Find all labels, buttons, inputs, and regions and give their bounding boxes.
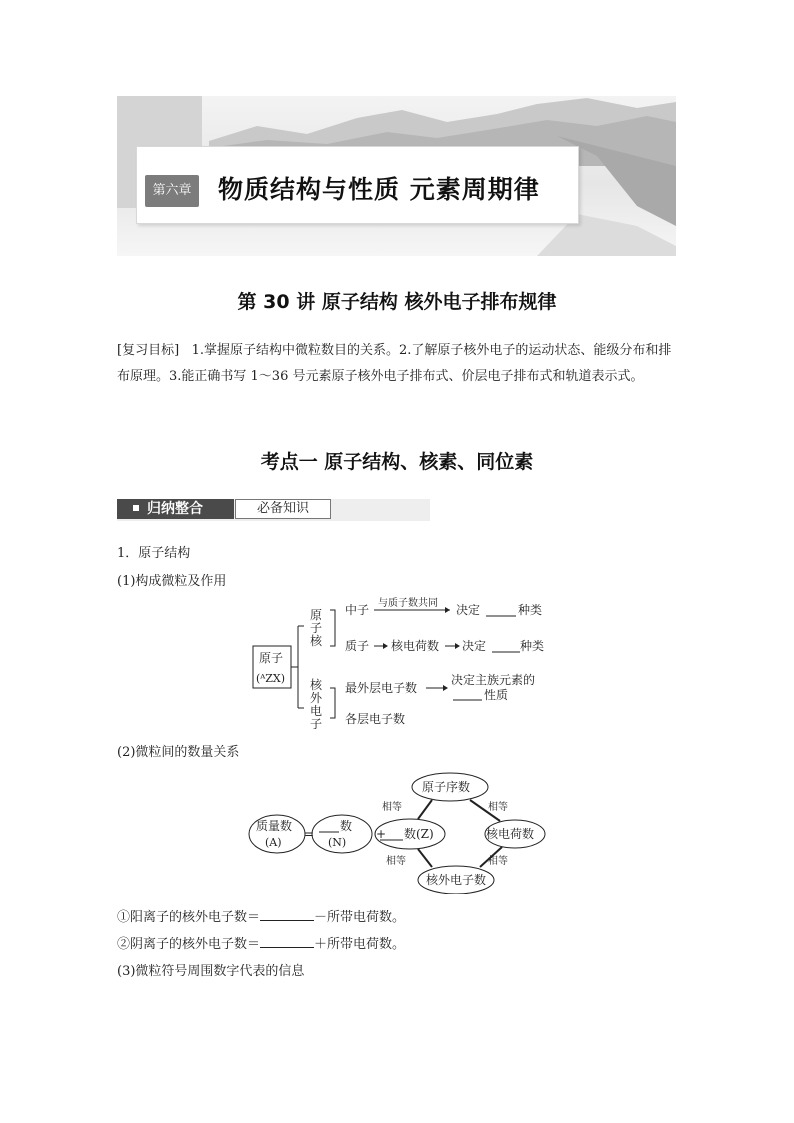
kind-label-2: 种类 <box>520 639 545 653</box>
square-bullet-icon <box>133 505 139 511</box>
layer-electrons-label: 各层电子数 <box>345 712 406 726</box>
decide-label-1: 决定 <box>456 603 481 617</box>
neutron-number-symbol: (N) <box>328 836 347 849</box>
section-tag-dark-label: 归纳整合 <box>147 501 203 517</box>
cation-rule-prefix: ①阳离子的核外电子数＝ <box>117 910 261 925</box>
anion-blank <box>260 936 314 948</box>
section-tag-light: 必备知识 <box>235 499 331 519</box>
proton-label: 质子 <box>345 639 370 653</box>
neutron-arrow-label: 与质子数共同 <box>378 598 438 609</box>
outside-char-2: 外 <box>310 691 323 705</box>
review-label: [复习目标] <box>117 343 180 358</box>
particle-relation-diagram <box>246 772 548 894</box>
nucleus-char-2: 子 <box>310 621 323 635</box>
equal-label-2: 相等 <box>488 802 508 813</box>
decide-main-label: 决定主族元素的 <box>451 673 536 687</box>
cation-rule-suffix: －所带电荷数。 <box>314 910 406 925</box>
nucleus-char-1: 原 <box>310 608 323 622</box>
outside-char-1: 核 <box>310 678 323 692</box>
atom-symbol: (ᴬZX) <box>256 672 286 685</box>
lecture-title: 第 30 讲 原子结构 核外电子排布规律 <box>237 291 557 313</box>
atom-structure-diagram <box>250 596 560 734</box>
plus-sign: + <box>376 827 387 841</box>
equal-label-1: 相等 <box>382 802 402 813</box>
neutron-number-label: 数 <box>340 819 353 833</box>
section-heading: 1．原子结构 <box>117 546 191 561</box>
anion-rule <box>117 933 405 952</box>
topic-title: 考点一 原子结构、核素、同位素 <box>260 451 534 473</box>
subsection-heading: (1)构成微粒及作用 <box>117 574 227 589</box>
nucleus-char-3: 核 <box>310 634 323 648</box>
anion-rule-prefix: ②阴离子的核外电子数＝ <box>117 937 261 952</box>
cation-blank <box>260 909 314 921</box>
atom-label: 原子 <box>259 651 284 665</box>
neutron-label: 中子 <box>345 603 370 617</box>
outer-electrons-label: 最外层电子数 <box>345 681 418 695</box>
section-tag-dark <box>117 499 234 519</box>
equal-label-4: 相等 <box>488 856 508 867</box>
review-goals <box>117 338 677 390</box>
chapter-title: 物质结构与性质 元素周期律 <box>218 175 540 204</box>
subsection-heading: (3)微粒符号周围数字代表的信息 <box>117 964 305 979</box>
equal-label-3: 相等 <box>386 856 406 867</box>
mass-number-symbol: (A) <box>265 836 282 849</box>
electron-count-node: 核外电子数 <box>426 873 487 887</box>
chapter-banner <box>117 96 676 256</box>
kind-label-1: 种类 <box>518 603 543 617</box>
outside-char-4: 子 <box>310 717 323 731</box>
nuclear-charge-node: 核电荷数 <box>486 827 535 841</box>
review-text: 1.掌握原子结构中微粒数目的关系。2.了解原子核外电子的运动状态、能级分布和排布原理。3.能正确书写 1～36 号元素原子核外电子排布式、价层电子排布式和轨道表示式。 <box>117 343 672 384</box>
property-label: 性质 <box>484 688 509 702</box>
nuclear-charge-label: 核电荷数 <box>391 639 440 653</box>
chapter-badge: 第六章 <box>145 175 199 207</box>
subsection-heading: (2)微粒间的数量关系 <box>117 745 240 760</box>
outside-char-3: 电 <box>310 704 323 718</box>
equals-sign: = <box>304 827 315 841</box>
atomic-number-label: 原子序数 <box>422 780 471 794</box>
decide-label-2: 决定 <box>462 639 487 653</box>
mass-number-label: 质量数 <box>256 819 293 833</box>
proton-number-label: 数(Z) <box>404 827 434 841</box>
anion-rule-suffix: ＋所带电荷数。 <box>314 937 406 952</box>
cation-rule <box>117 906 405 925</box>
